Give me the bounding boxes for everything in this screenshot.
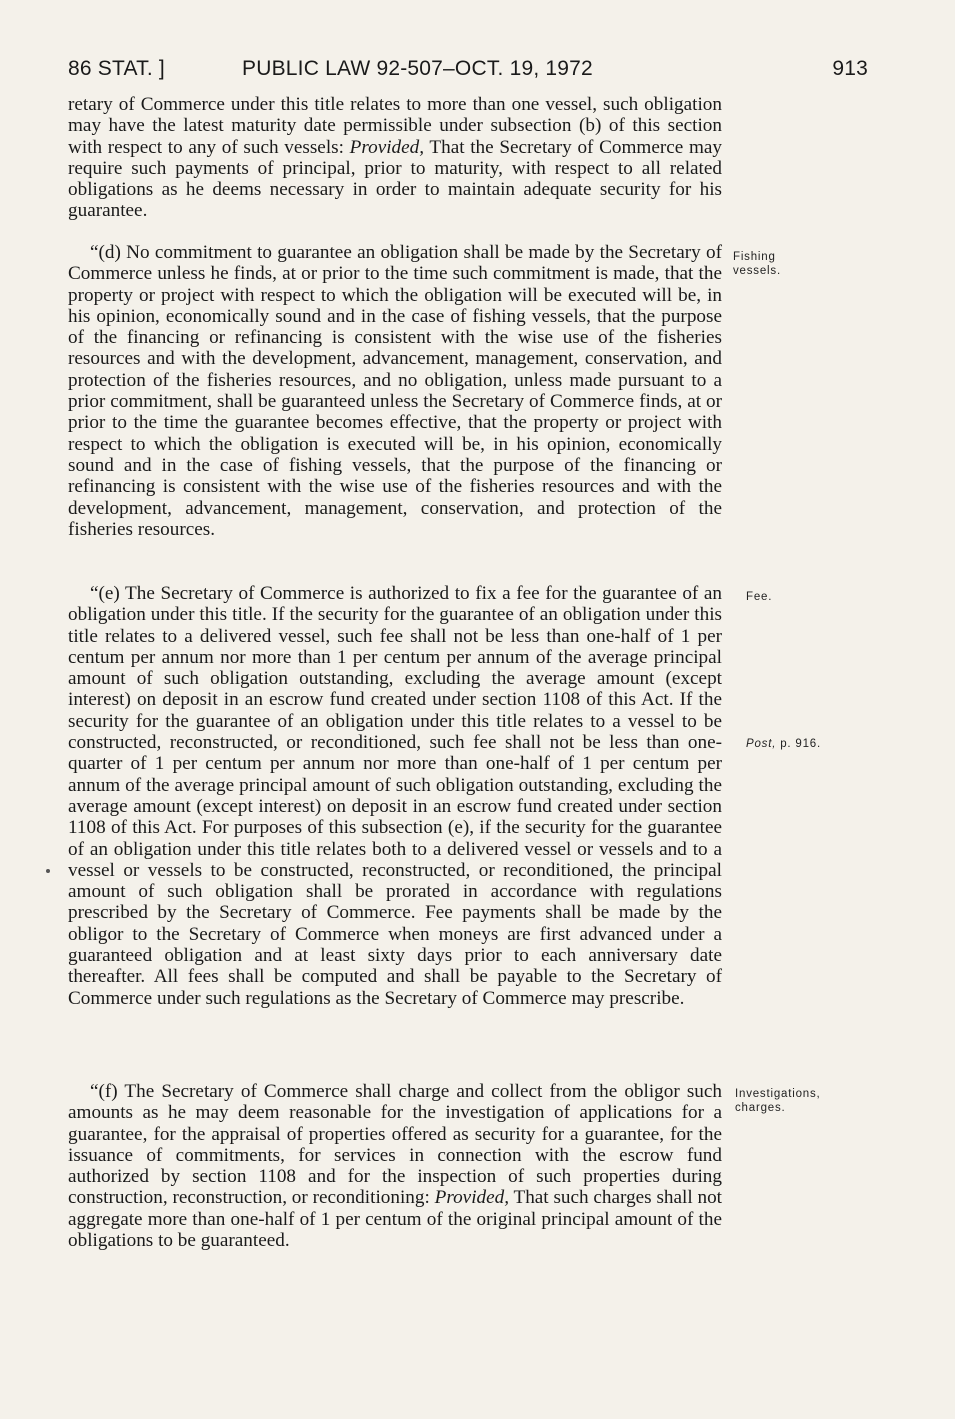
paragraph-text: That such charges shall not aggregate more than one-half of 1 per centum of the original principal amount of the obligations to be guaranteed.	[68, 1187, 723, 1252]
margin-note-investigations: Investigations, charges.	[735, 1088, 821, 1114]
provided-emphasis: Provided,	[434, 1187, 510, 1209]
post-page: p. 916.	[780, 738, 821, 750]
provided-emphasis: Provided,	[349, 136, 425, 158]
subsection-d: “(d) No commitment to guarantee an obligation shall be made by the Secretary of Commerce unless he finds, at or prior to the time such commitment is made, that the property or project with respect to which the obligation will be executed will be, in his opinion, economically sound and in the case of fishing vessels, that the purpose of the financing or refinancing is consistent with the wise use of the fisheries resources and with the development, advancement, management, conservation, and protection of the fisheries resources, and no obligation, unless made pursuant to a prior commitment, shall be guaranteed unless the Secretary of Commerce finds, at or prior to the time the guarantee becomes effective, that the property or project with respect to which the obligation is executed will be, in his opinion, economically sound and in the case of fishing vessels, that the purpose of the financing or refinancing is consistent with the wise use of the fisheries resources and with the development, advancement, management, conservation, and protection of the fisheries resources.	[68, 242, 722, 540]
statute-reference: 86 STAT. ]	[68, 57, 165, 80]
paragraph-continuation	[68, 94, 722, 242]
margin-note-post-reference	[746, 737, 821, 751]
subsection-e: “(e) The Secretary of Commerce is authorized to fix a fee for the guarantee of an obligation under this title. If the security for the guarantee of an obligation under this title relates to a delivered vessel, such fee shall not be less than one-half of 1 per centum per annum nor more than 1 per centum per annum of the average principal amount of such obligation outstanding, excluding the average amount (except interest) on deposit in an escrow fund created under section 1108 of this Act. If the security for the guarantee of an obligation under this title relates to a vessel to be constructed, reconstructed, or reconditioned, such fee shall not be less than one-quarter of 1 per centum per annum nor more than one-half of 1 per centum per annum of the average principal amount of such obligation outstanding, excluding the average amount (except interest) on deposit in an escrow fund created under section 1108 of this Act. For purposes of this subsection (e), if the security for the guarantee of an obligation under this title relates both to a delivered vessel or vessels and to a vessel or vessels to be constructed, reconstructed, or reconditioned, the principal amount of such obligation shall be prorated in accordance with regulations prescribed by the Secretary of Commerce. Fee payments shall be made by the obligor to the Secretary of Commerce when moneys are first advanced under a guaranteed obligation and at least sixty days prior to each anniversary date thereafter. All fees shall be computed and shall be payable to the Secretary of Commerce under such regulations as the Secretary of Commerce may prescribe.	[68, 583, 722, 1009]
margin-mark	[46, 869, 50, 873]
paragraph-text: retary of Commerce under this title relates to more than one vessel, such obligation may have the latest maturity date permissible under subsection (b) of this section with respect to any of such vessels:	[68, 94, 722, 158]
paragraph-text: “(f) The Secretary of Commerce shall charge and collect from the obligor such amounts as he may deem reasonable for the investigation of applications for a guarantee, for the appraisal of properties offered as security for a guarantee, for the issuance of commitments, for services in connection with the escrow fund authorized by section 1108 and for the inspection of such properties during construction, reconstruction, or reconditioning:	[68, 1081, 722, 1209]
public-law-title: PUBLIC LAW 92-507–OCT. 19, 1972	[242, 57, 593, 80]
body-text	[68, 94, 722, 1262]
page-header	[68, 52, 878, 86]
page-number: 913	[832, 57, 868, 80]
post-label: Post,	[746, 738, 777, 750]
paragraph-text: That the Secretary of Commerce may require such payments of principal, prior to maturity, with respect to all related obligations as he deems necessary in order to maintain adequate security for his guarantee.	[68, 136, 722, 222]
margin-note-fee: Fee.	[746, 591, 773, 603]
subsection-f	[68, 1081, 722, 1262]
margin-note-fishing-vessels: Fishing vessels.	[733, 251, 781, 277]
